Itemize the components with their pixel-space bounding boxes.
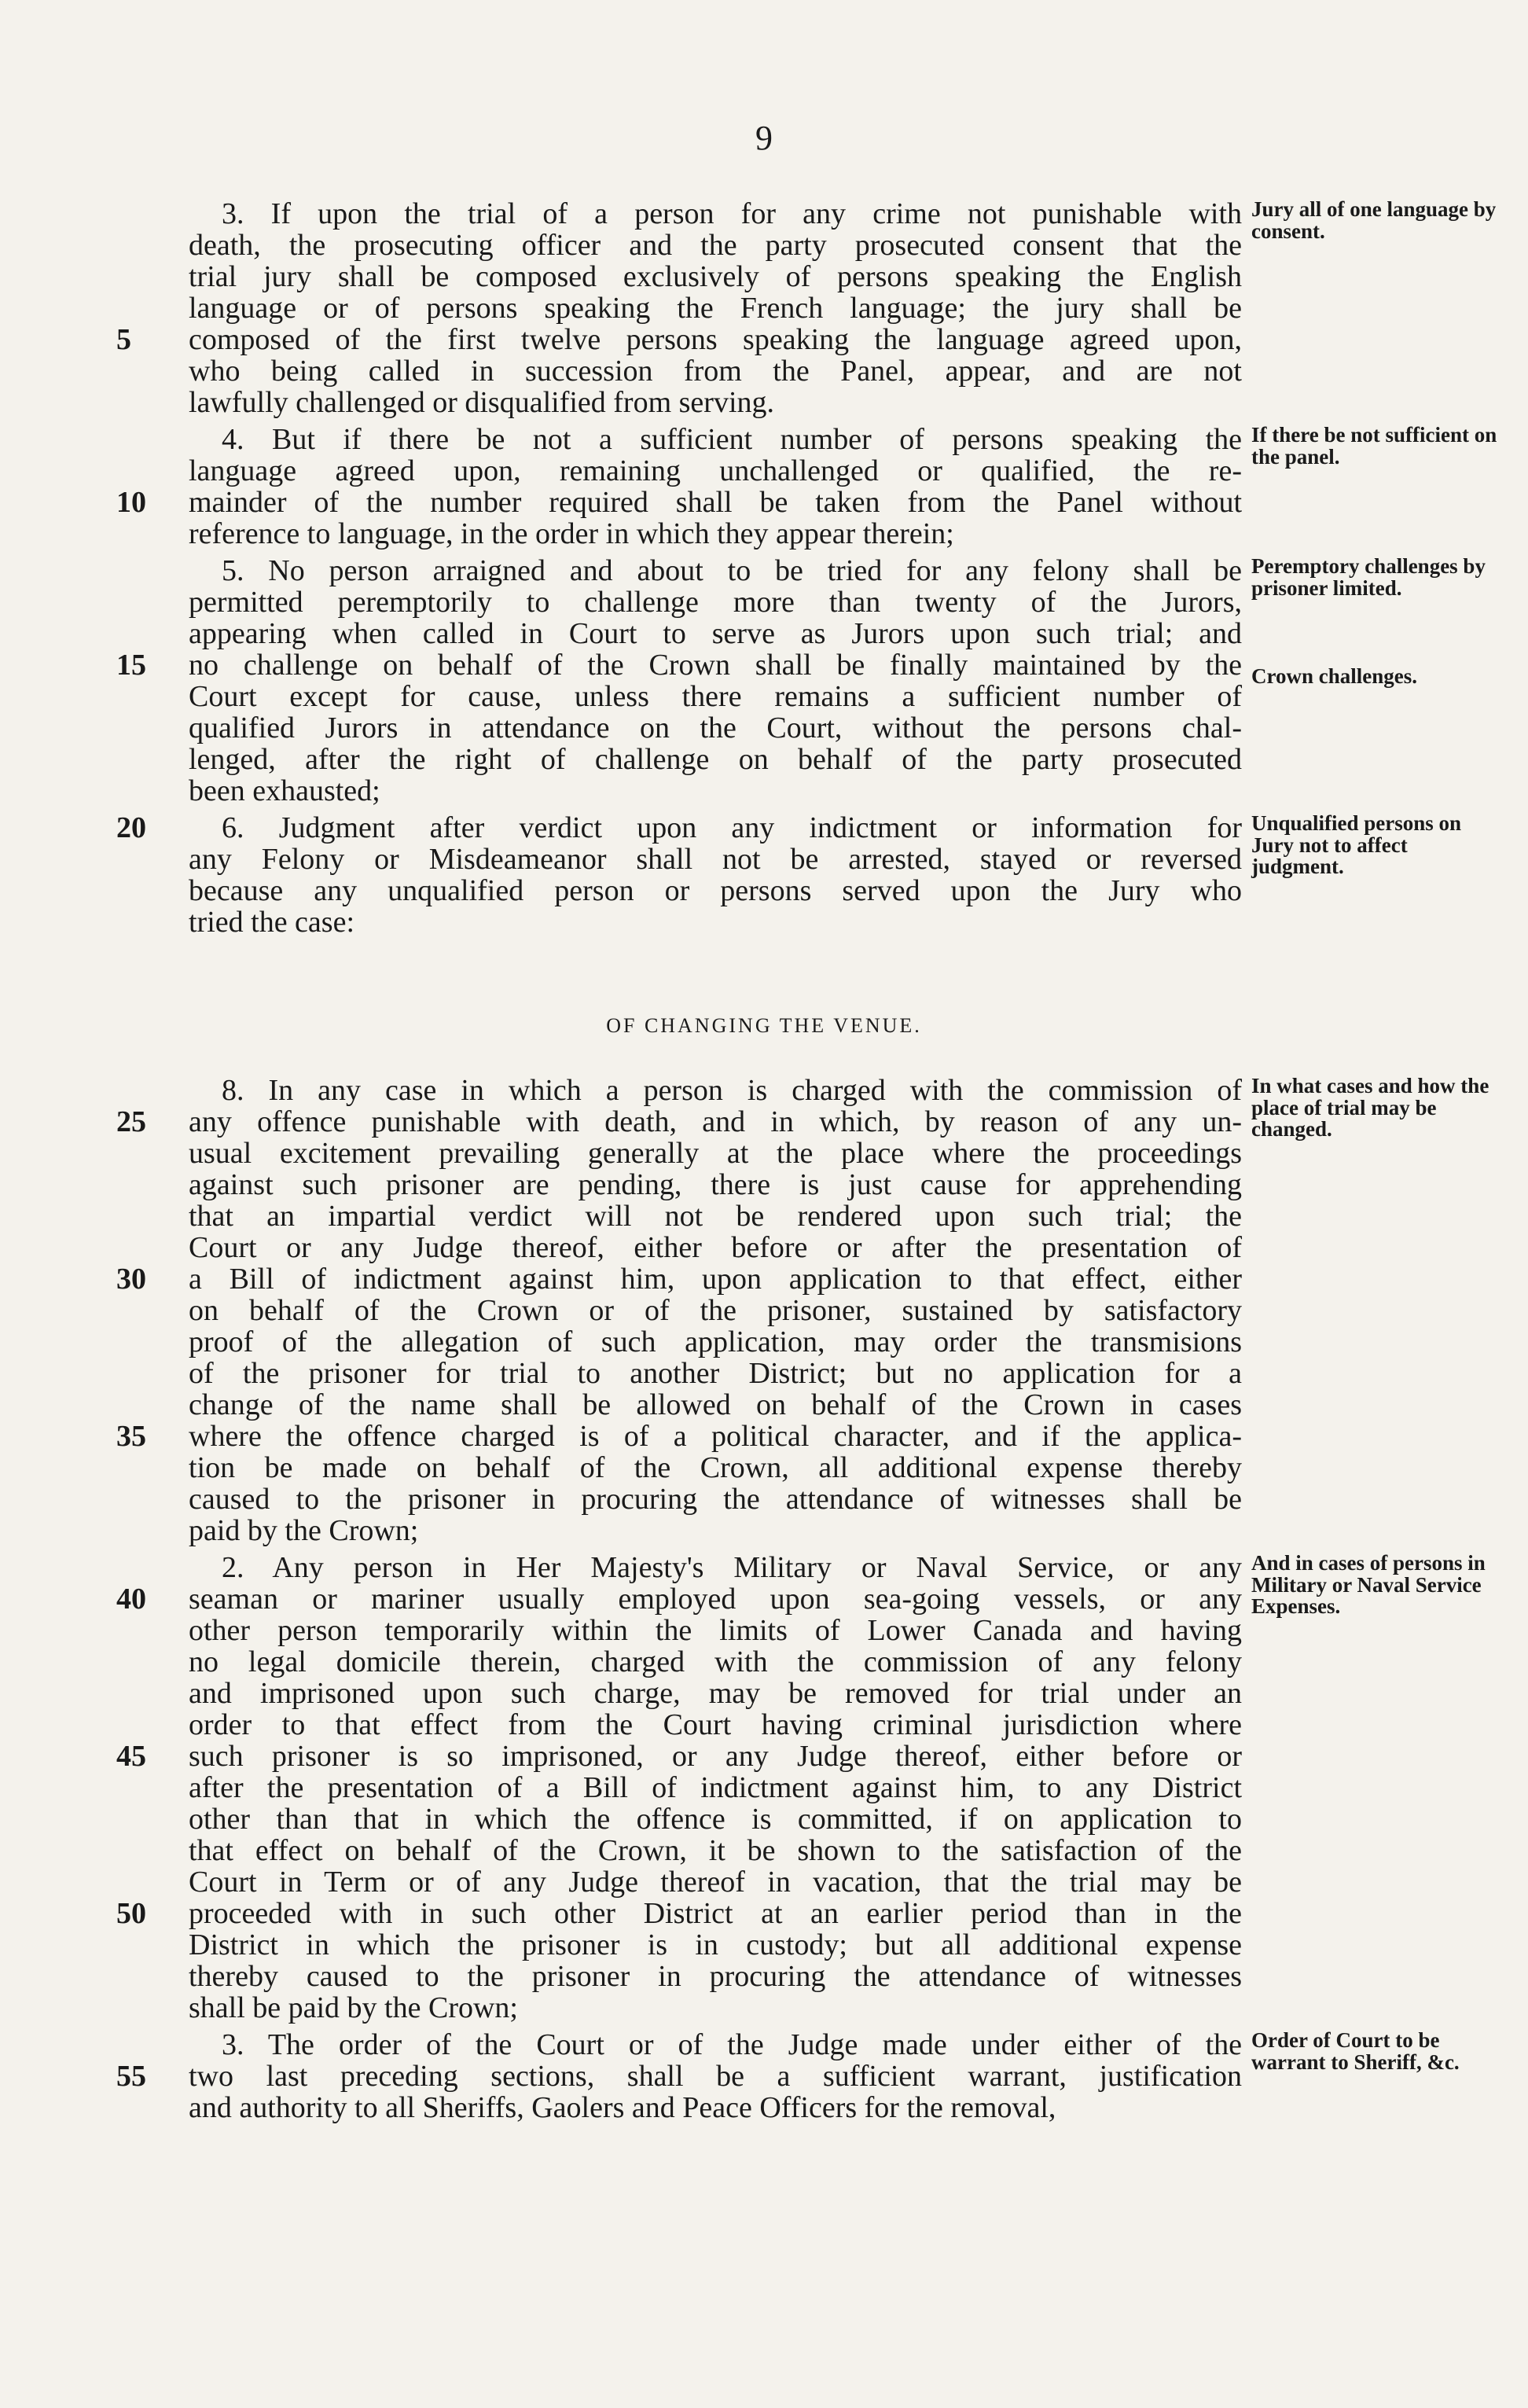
text-line: tion be made on behalf of the Crown, all additional expense thereby [189,1451,1242,1484]
text-line: permitted peremptorily to challenge more than twenty of the Jurors, [189,586,1242,619]
text-line: trial jury shall be composed exclusively of persons speaking the English [189,260,1242,293]
text-line: because any unqualified person or persons served upon the Jury who [189,874,1242,907]
line-number: 50 [116,1897,146,1930]
text-line: that an impartial verdict will not be rendered upon such trial; the [189,1200,1242,1233]
text-line: proceeded with in such other District at an earlier period than in the [189,1897,1242,1930]
text-line: composed of the first twelve persons speaking the language agreed upon, [189,323,1242,356]
page-number: 9 [755,119,773,157]
text-line: paid by the Crown; [189,1514,419,1547]
text-line: lenged, after the right of challenge on behalf of the party prosecuted [189,743,1242,776]
text-line: no legal domicile therein, charged with the commission of any felony [189,1645,1242,1678]
text-line: of the prisoner for trial to another District; but no application for a [189,1357,1242,1390]
text-line: two last preceding sections, shall be a sufficient warrant, justification [189,2060,1242,2093]
text-line: Court or any Judge thereof, either before or after the presentation of [189,1231,1242,1264]
line-number: 5 [116,323,131,356]
text-line: change of the name shall be allowed on behalf of the Crown in cases [189,1388,1242,1421]
text-line: reference to language, in the order in which they appear therein; [189,517,954,550]
text-line: seaman or mariner usually employed upon sea-going vessels, or any [189,1583,1242,1616]
line-number: 30 [116,1263,146,1296]
text-line: any offence punishable with death, and in which, by reason of any un- [189,1105,1242,1138]
text-line: other person temporarily within the limits of Lower Canada and having [189,1614,1242,1647]
text-line: thereby caused to the prisoner in procuring the attendance of witnesses [189,1960,1242,1993]
margin-note: Order of Court to be warrant to Sheriff, &c. [1251,2028,1460,2074]
text-line: and authority to all Sheriffs, Gaolers and Peace Officers for the removal, [189,2091,1056,2124]
text-line: language or of persons speaking the French language; the jury shall be [189,292,1242,325]
text-line: caused to the prisoner in procuring the attendance of witnesses shall be [189,1483,1242,1516]
text-line: 6. Judgment after verdict upon any indictment or information for [222,811,1242,844]
text-line: and imprisoned upon such charge, may be removed for trial under an [189,1677,1242,1710]
text-line: qualified Jurors in attendance on the Court, without the persons chal- [189,711,1242,744]
text-line: that effect on behalf of the Crown, it be shown to the satisfaction of the [189,1834,1242,1867]
margin-note: In what cases and how the place of trial may be changed. [1251,1074,1489,1142]
text-line: language agreed upon, remaining unchallenged or qualified, the re- [189,454,1242,487]
line-number: 45 [116,1740,146,1773]
text-line: on behalf of the Crown or of the prisoner, sustained by satisfactory [189,1294,1242,1327]
text-line: mainder of the number required shall be taken from the Panel without [189,486,1242,519]
text-line: order to that effect from the Court having criminal jurisdiction where [189,1708,1242,1741]
section-heading: OF CHANGING THE VENUE. [606,1014,922,1037]
text-line: usual excitement prevailing generally at the place where the proceedings [189,1137,1242,1170]
text-line: 4. But if there be not a sufficient number of persons speaking the [222,423,1242,456]
text-line: after the presentation of a Bill of indictment against him, to any District [189,1771,1242,1804]
margin-note: Crown challenges. [1251,664,1418,688]
text-line: Court except for cause, unless there remains a sufficient number of [189,680,1242,713]
text-line: other than that in which the offence is committed, if on application to [189,1803,1242,1836]
text-line: a Bill of indictment against him, upon application to that effect, either [189,1263,1242,1296]
text-line: who being called in succession from the Panel, appear, and are not [189,355,1242,388]
text-line: no challenge on behalf of the Crown shall be finally maintained by the [189,649,1242,682]
line-number: 55 [116,2060,146,2093]
text-line: tried the case: [189,906,355,939]
margin-note: Peremptory challenges by prisoner limited. [1251,554,1486,600]
text-line: 3. If upon the trial of a person for any crime not punishable with [222,197,1242,230]
text-line: such prisoner is so imprisoned, or any Judge thereof, either before or [189,1740,1242,1773]
line-number: 35 [116,1420,146,1453]
text-line: Court in Term or of any Judge thereof in vacation, that the trial may be [189,1866,1242,1899]
margin-note: Jury all of one language by consent. [1251,197,1497,243]
line-number: 10 [116,486,146,519]
margin-note: Unqualified persons on Jury not to affect judgment. [1251,811,1462,879]
line-number: 15 [116,649,146,682]
text-line: proof of the allegation of such application, may order the transmisions [189,1325,1242,1358]
text-line: 3. The order of the Court or of the Judge made under either of the [222,2028,1242,2061]
text-line: shall be paid by the Crown; [189,1991,518,2024]
text-line: appearing when called in Court to serve as Jurors upon such trial; and [189,617,1242,650]
line-number: 40 [116,1583,146,1616]
text-line: any Felony or Misdeameanor shall not be arrested, stayed or reversed [189,843,1242,876]
text-line: death, the prosecuting officer and the party prosecuted consent that the [189,229,1242,262]
text-line: lawfully challenged or disqualified from serving. [189,386,775,419]
text-line: 2. Any person in Her Majesty's Military or Naval Service, or any [222,1551,1242,1584]
line-number: 25 [116,1105,146,1138]
text-line: District in which the prisoner is in custody; but all additional expense [189,1928,1242,1961]
text-line: where the offence charged is of a political character, and if the applica- [189,1420,1242,1453]
text-line: 5. No person arraigned and about to be tried for any felony shall be [222,554,1242,587]
margin-note: If there be not sufficient on the panel. [1251,423,1497,469]
text-line: against such prisoner are pending, there is just cause for apprehending [189,1168,1242,1201]
text-line: been exhausted; [189,774,380,807]
text-line: 8. In any case in which a person is charged with the commission of [222,1074,1242,1107]
margin-note: And in cases of persons in Military or Naval Service Expenses. [1251,1551,1486,1619]
line-number: 20 [116,811,146,844]
